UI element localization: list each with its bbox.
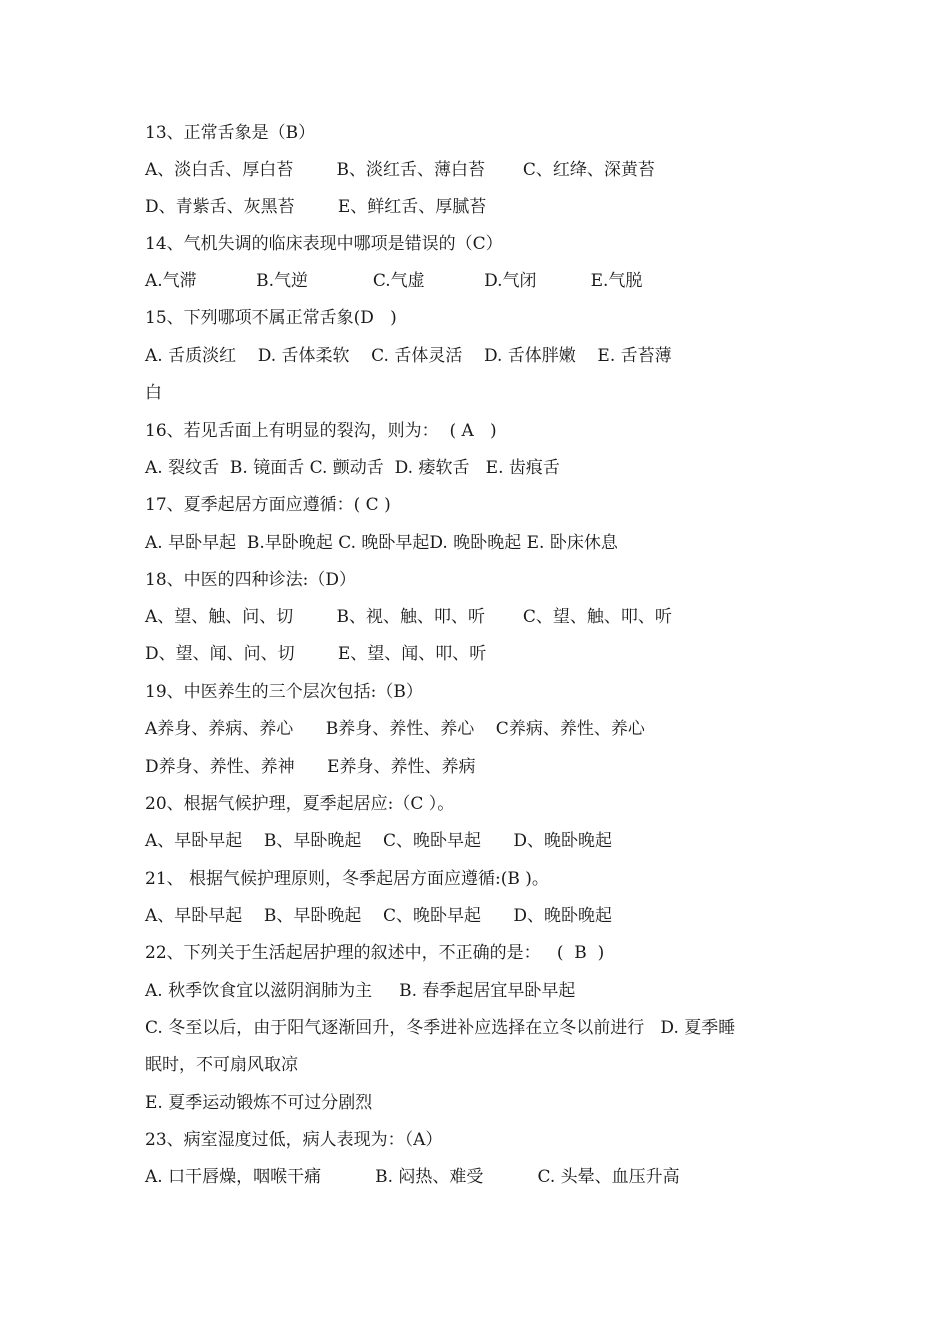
options-text: D、望、闻、问、切 E、望、闻、叩、听 bbox=[145, 644, 487, 664]
question-23 bbox=[145, 1129, 442, 1151]
options-line bbox=[145, 830, 612, 852]
options-line bbox=[145, 1017, 735, 1039]
question-15 bbox=[145, 307, 397, 329]
options-line bbox=[145, 1166, 680, 1188]
question-text: 20、根据气候护理，夏季起居应:（C ）。 bbox=[145, 794, 455, 814]
question-16 bbox=[145, 420, 497, 442]
question-text: 14、气机失调的临床表现中哪项是错误的（C） bbox=[145, 234, 503, 254]
question-13 bbox=[145, 122, 315, 144]
options-text: C. 冬至以后，由于阳气逐渐回升，冬季进补应选择在立冬以前进行 D. 夏季睡 bbox=[145, 1018, 736, 1038]
question-text: 18、中医的四种诊法:（D） bbox=[145, 570, 356, 590]
question-text: 23、病室湿度过低，病人表现为：（A） bbox=[145, 1130, 443, 1150]
options-text: 眠时，不可扇风取凉 bbox=[145, 1055, 298, 1075]
options-text: A. 舌质淡红 D. 舌体柔软 C. 舌体灵活 D. 舌体胖嫩 E. 舌苔薄 bbox=[145, 346, 672, 366]
options-text: A. 裂纹舌 B. 镜面舌 C. 颤动舌 D. 痿软舌 E. 齿痕舌 bbox=[145, 458, 560, 478]
options-text: A、望、触、问、切 B、视、触、叩、听 C、望、触、叩、听 bbox=[145, 607, 672, 627]
question-text: 17、夏季起居方面应遵循：( C ) bbox=[145, 495, 391, 515]
options-line bbox=[145, 1092, 372, 1114]
question-text: 16、若见舌面上有明显的裂沟，则为： ( A ) bbox=[145, 421, 497, 441]
options-line bbox=[145, 457, 560, 479]
question-text: 21、 根据气候护理原则，冬季起居方面应遵循:(B )。 bbox=[145, 869, 549, 889]
options-line-continued bbox=[145, 382, 162, 404]
question-22 bbox=[145, 942, 604, 964]
options-text: E. 夏季运动锻炼不可过分剧烈 bbox=[145, 1093, 373, 1113]
options-text: D养身、养性、养神 E养身、养性、养病 bbox=[145, 757, 476, 777]
question-17 bbox=[145, 494, 391, 516]
options-text: D、青紫舌、灰黑苔 E、鲜红舌、厚腻苔 bbox=[145, 197, 487, 217]
options-line bbox=[145, 756, 475, 778]
options-text: A. 秋季饮食宜以滋阴润肺为主 B. 春季起居宜早卧早起 bbox=[145, 981, 576, 1001]
question-18 bbox=[145, 569, 356, 591]
options-line-continued bbox=[145, 1054, 298, 1076]
question-text: 19、中医养生的三个层次包括:（B） bbox=[145, 682, 423, 702]
options-line bbox=[145, 905, 612, 927]
question-19 bbox=[145, 681, 423, 703]
question-20 bbox=[145, 793, 454, 815]
options-text: A、早卧早起 B、早卧晚起 C、晚卧早起 D、晚卧晚起 bbox=[145, 906, 613, 926]
question-21 bbox=[145, 868, 549, 890]
options-text: A.气滞 B.气逆 C.气虚 D.气闭 E.气脱 bbox=[145, 271, 643, 291]
options-line bbox=[145, 196, 486, 218]
question-text: 15、下列哪项不属正常舌象(D ) bbox=[145, 308, 397, 328]
options-line bbox=[145, 718, 645, 740]
options-text: 白 bbox=[145, 383, 162, 403]
question-text: 22、下列关于生活起居护理的叙述中，不正确的是： ( B ) bbox=[145, 943, 605, 963]
options-line bbox=[145, 270, 642, 292]
options-line bbox=[145, 643, 486, 665]
options-line bbox=[145, 980, 575, 1002]
options-text: A. 口干唇燥，咽喉干痛 B. 闷热、难受 C. 头晕、血压升高 bbox=[145, 1167, 680, 1187]
question-14 bbox=[145, 233, 503, 255]
options-line bbox=[145, 159, 655, 181]
options-text: A、淡白舌、厚白苔 B、淡红舌、薄白苔 C、红绛、深黄苔 bbox=[145, 160, 655, 180]
options-text: A. 早卧早起 B.早卧晚起 C. 晚卧早起D. 晚卧晚起 E. 卧床休息 bbox=[145, 533, 618, 553]
question-text: 13、正常舌象是（B） bbox=[145, 123, 316, 143]
options-text: A养身、养病、养心 B养身、养性、养心 C养病、养性、养心 bbox=[145, 719, 645, 739]
options-line bbox=[145, 345, 672, 367]
options-line bbox=[145, 606, 672, 628]
options-line bbox=[145, 532, 618, 554]
options-text: A、早卧早起 B、早卧晚起 C、晚卧早起 D、晚卧晚起 bbox=[145, 831, 613, 851]
